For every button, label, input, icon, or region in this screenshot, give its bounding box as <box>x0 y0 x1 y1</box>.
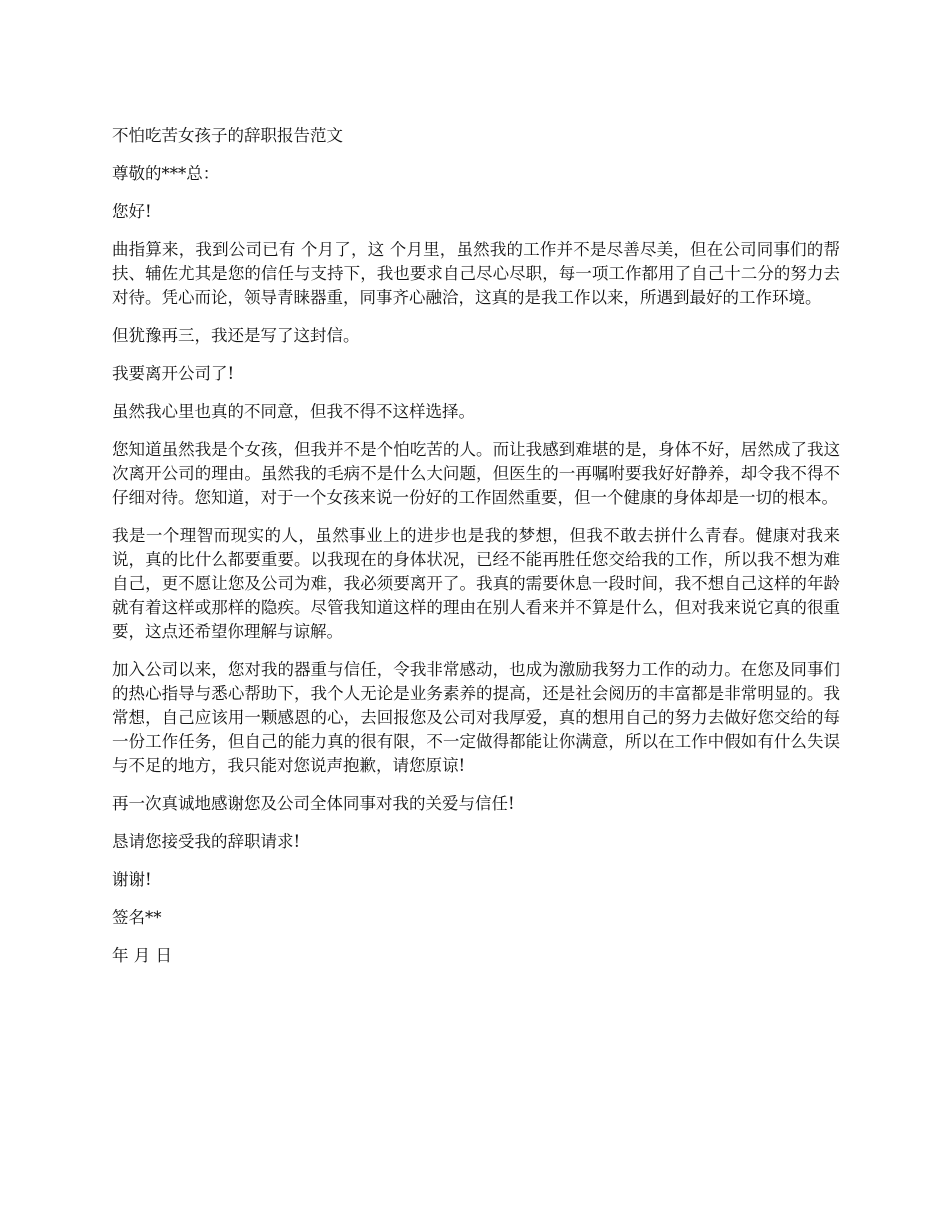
greeting: 您好! <box>112 202 152 221</box>
body-paragraph: 但犹豫再三，我还是写了这封信。 <box>112 326 360 345</box>
body-paragraph: 我是一个理智而现实的人，虽然事业上的进步也是我的梦想，但我不敢去拼什么青春。健康对我来说，真的比什么都要重要。以我现在的身体状况，已经不能再胜任您交给我的工作，所以我不想为难自己，更不愿让您及公司为难，我必须要离开了。我真的需要休息一段时间，我不想自己这样的年龄就有着这样或那样的隐疾。尽管我知道这样的理由在别人看来并不算是什么，但对我来说它真的很重要，这点还希望你理解与谅解。 <box>112 526 840 641</box>
body-paragraph: 加入公司以来，您对我的器重与信任，令我非常感动，也成为激励我努力工作的动力。在您及同事们的热心指导与悉心帮助下，我个人无论是业务素养的提高，还是社会阅历的丰富都是非常明显的。我常想，自己应该用一颗感恩的心，去回报您及公司对我厚爱，真的想用自己的努力去做好您交给的每一份工作任务，但自己的能力真的很有限，不一定做得都能让你满意，所以在工作中假如有什么失误与不足的地方，我只能对您说声抱歉，请您原谅! <box>112 660 840 775</box>
closing: 谢谢! <box>112 870 152 889</box>
body-paragraph: 我要离开公司了! <box>112 364 235 383</box>
body-paragraph: 您知道虽然我是个女孩，但我并不是个怕吃苦的人。而让我感到难堪的是，身体不好，居然成了我这次离开公司的理由。虽然我的毛病不是什么大问题，但医生的一再嘱咐要我好好静养，却令我不得不仔细对待。您知道，对于一个女孩来说一份好的工作固然重要，但一个健康的身体却是一切的根本。 <box>112 440 840 507</box>
body-paragraph: 曲指算来，我到公司已有 个月了，这 个月里，虽然我的工作并不是尽善尽美，但在公司同事们的帮扶、辅佐尤其是您的信任与支持下，我也要求自己尽心尽职，每一项工作都用了自己十二分的努力去对待。凭心而论，领导青睐器重，同事齐心融洽，这真的是我工作以来，所遇到最好的工作环境。 <box>112 240 840 307</box>
body-paragraph: 虽然我心里也真的不同意，但我不得不这样选择。 <box>112 402 475 421</box>
salutation: 尊敬的***总： <box>112 164 220 183</box>
body-paragraph: 再一次真诚地感谢您及公司全体同事对我的关爱与信任! <box>112 794 515 813</box>
body-paragraph: 恳请您接受我的辞职请求! <box>112 832 301 851</box>
date-line: 年 月 日 <box>112 946 172 965</box>
document-title: 不怕吃苦女孩子的辞职报告范文 <box>112 126 343 145</box>
document-page <box>112 124 840 982</box>
signature: 签名** <box>112 908 162 927</box>
